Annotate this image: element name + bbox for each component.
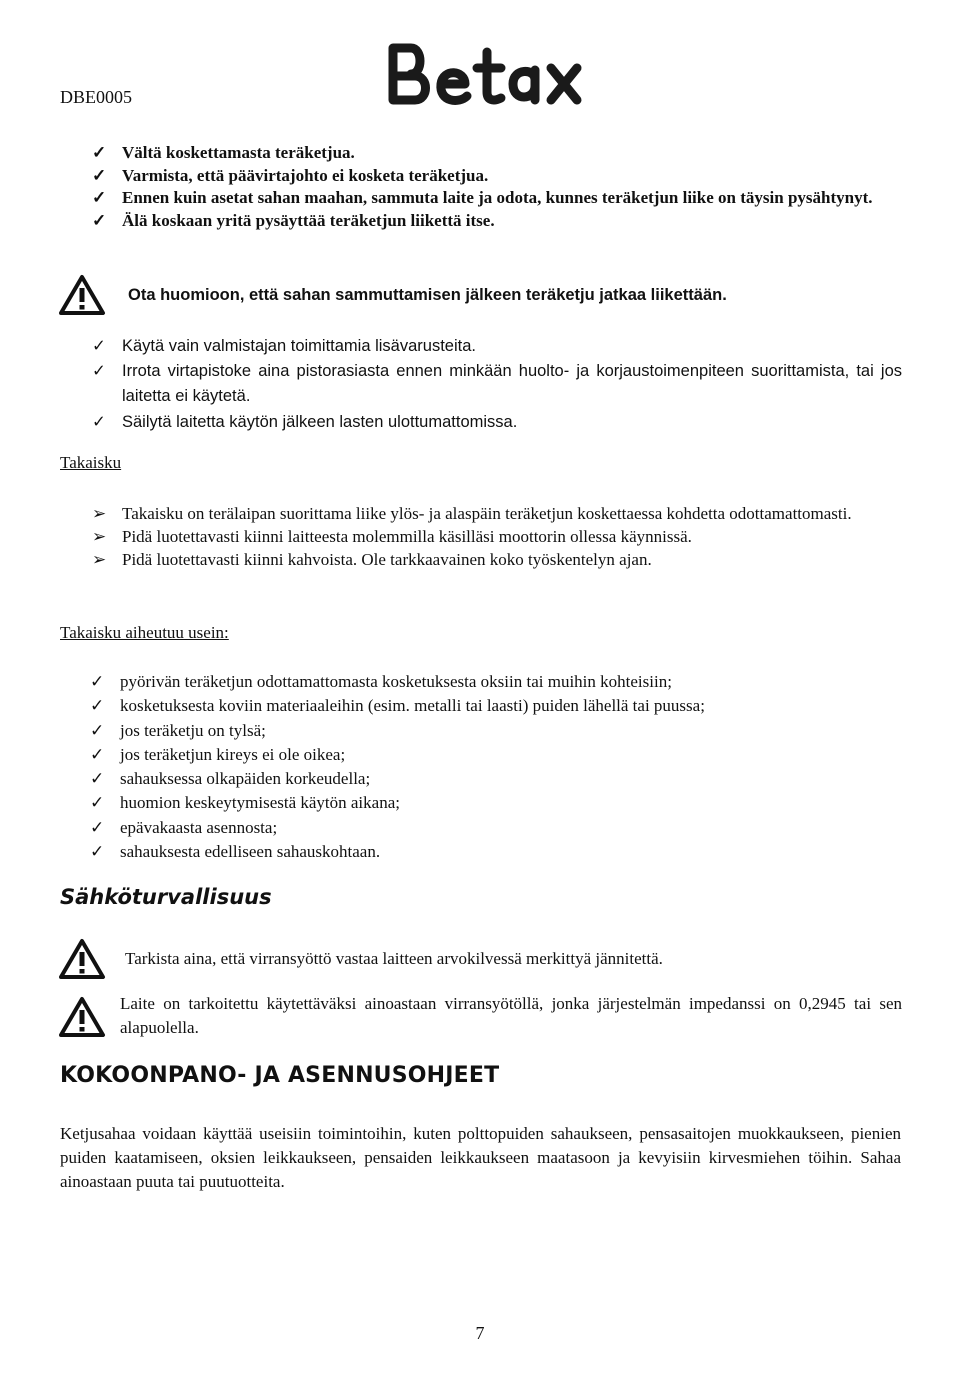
check-icon: ✓ [90, 720, 105, 740]
check-icon: ✓ [92, 143, 107, 162]
page-number: 7 [475, 1323, 485, 1343]
warning-row [58, 992, 902, 1040]
list-item: ✓ Säilytä laitetta käytön jälkeen lasten ulottumattomissa. [92, 409, 902, 435]
warning-row [58, 274, 727, 316]
check-icon: ✓ [92, 166, 107, 185]
arrow-icon: ➢ [92, 550, 107, 569]
section-heading-causes: Takaisku aiheutuu usein: [60, 623, 229, 642]
warning-row [58, 938, 663, 980]
list-item: ➢ Pidä luotettavasti kiinni kahvoista. Ole tarkkaavainen koko työskentelyn ajan. [92, 550, 652, 569]
check-icon: ✓ [90, 696, 105, 716]
list-item: ✓ jos teräketju on tylsä; [90, 719, 900, 743]
list-item: ➢ Takaisku on terälaipan suorittama liike ylös- ja alaspäin teräketjun koskettaessa kohdetta odottamattomasti. [92, 504, 852, 523]
list-item: ✓ pyörivän teräketjun odottamattomasta kosketuksesta oksiin tai muihin kohteisiin; [90, 670, 900, 694]
check-icon: ✓ [90, 793, 105, 813]
list-item: ✓ epävakaasta asennosta; [90, 816, 900, 840]
check-icon: ✓ [90, 842, 105, 862]
arrow-icon: ➢ [92, 504, 107, 523]
list-item: ✓ kosketuksesta koviin materiaaleihin (esim. metalli tai laasti) puiden lähellä tai puussa; [90, 694, 900, 718]
warning-triangle-icon [58, 996, 106, 1038]
check-icon: ✓ [90, 769, 105, 789]
section-heading-assembly: KOKOONPANO- JA ASENNUSOHJEET [60, 1063, 500, 1088]
list-item: ✓ Ennen kuin asetat sahan maahan, sammuta laite ja odota, kunnes teräketjun liike on täysin pysähtynyt. [92, 188, 873, 207]
warning-text: Ota huomioon, että sahan sammuttamisen jälkeen teräketju jatkaa liikettään. [128, 285, 727, 304]
kickback-list [92, 502, 902, 571]
list-item: ➢ Pidä luotettavasti kiinni laitteesta molemmilla käsilläsi moottorin ollessa käynnissä. [92, 527, 692, 546]
warning-text: Laite on tarkoitettu käytettäväksi ainoastaan virransyötöllä, jonka järjestelmän impedanssi on 0,2945 tai sen alapuolella. [120, 994, 902, 1037]
arrow-icon: ➢ [92, 527, 107, 546]
list-item: ✓ Käytä vain valmistajan toimittamia lisävarusteita. [92, 333, 902, 359]
check-icon: ✓ [92, 362, 106, 380]
list-item: ✓ jos teräketjun kireys ei ole oikea; [90, 743, 900, 767]
warning-text: Tarkista aina, että virransyöttö vastaa laitteen arvokilvessä merkittyä jännitettä. [125, 949, 663, 968]
check-icon: ✓ [92, 211, 107, 230]
section-heading-kickback: Takaisku [60, 453, 122, 472]
safety-checklist-bold [92, 141, 902, 232]
warning-triangle-icon [58, 274, 106, 316]
check-icon: ✓ [90, 817, 105, 837]
list-item: ✓ Vältä koskettamasta teräketjua. [92, 143, 355, 162]
list-item: ✓ sahauksessa olkapäiden korkeudella; [90, 767, 900, 791]
section-heading-electrical: Sähköturvallisuus [60, 885, 272, 909]
document-code: DBE0005 [60, 87, 132, 107]
list-item: ✓ Älä koskaan yritä pysäyttää teräketjun liikettä itse. [92, 211, 495, 230]
warning-triangle-icon [58, 938, 106, 980]
causes-list [90, 670, 900, 864]
check-icon: ✓ [90, 744, 105, 764]
check-icon: ✓ [90, 672, 105, 691]
assembly-paragraph: Ketjusahaa voidaan käyttää useisiin toimintoihin, kuten polttopuiden sahaukseen, pensasaitojen muokkaukseen, pienien puiden kaatamiseen, oksien leikkaukseen, pensaiden leikkaukseen maatasoon ja kevyisiin kirvesmiehen töihin. Sahaa ainoastaan puuta tai puutuotteita. [60, 1124, 901, 1191]
list-item: ✓ huomion keskeytymisestä käytön aikana; [90, 791, 900, 815]
check-icon: ✓ [92, 337, 106, 355]
list-item: ✓ sahauksesta edelliseen sahauskohtaan. [90, 840, 900, 864]
betax-logo [385, 40, 585, 108]
check-icon: ✓ [92, 413, 106, 431]
safety-checklist [92, 333, 902, 435]
check-icon: ✓ [92, 188, 107, 207]
list-item: ✓ Varmista, että päävirtajohto ei kosketa teräketjua. [92, 166, 489, 185]
list-item: ✓ Irrota virtapistoke aina pistorasiasta ennen minkään huolto- ja korjaustoimenpiteen suorittamista, tai jos laitetta ei käytetä. [92, 359, 902, 409]
